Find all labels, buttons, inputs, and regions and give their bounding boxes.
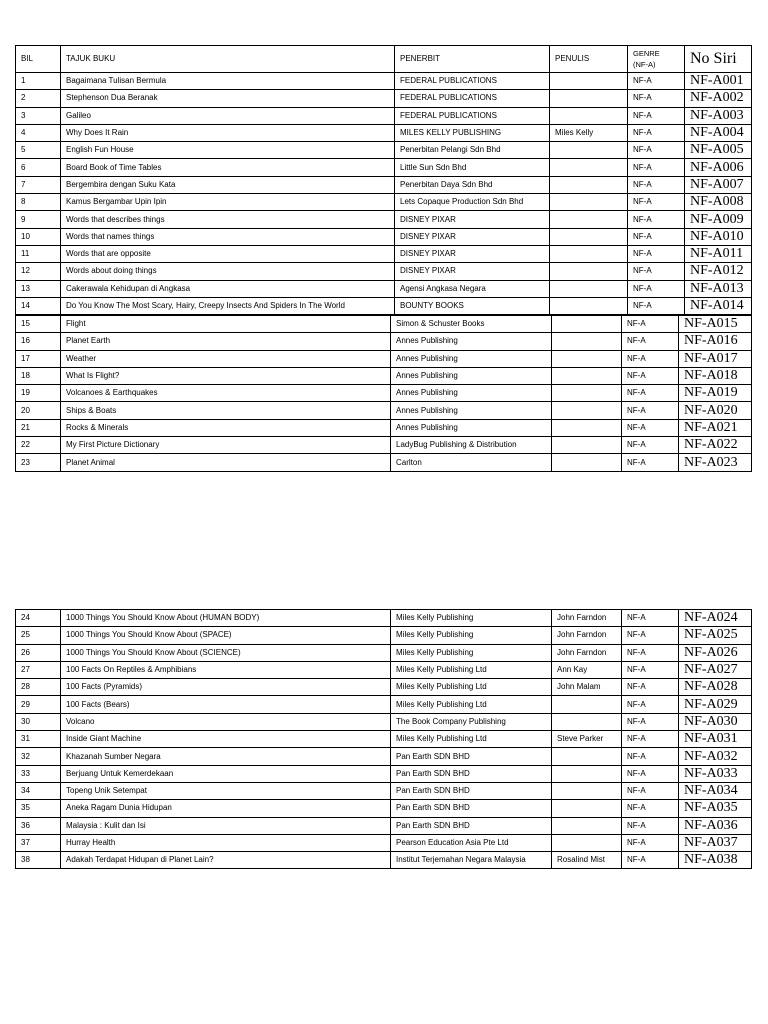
header-genre — [628, 46, 685, 73]
cell-siri: NF-A034 — [679, 782, 752, 799]
cell-bil: 26 — [16, 644, 61, 661]
cell-bil: 30 — [16, 713, 61, 730]
cell-bil: 23 — [16, 454, 61, 471]
cell-penulis — [552, 333, 622, 350]
cell-genre: NF-A — [622, 800, 679, 817]
table-row — [16, 834, 752, 851]
cell-bil: 14 — [16, 297, 61, 314]
cell-bil: 17 — [16, 350, 61, 367]
cell-penerbit: FEDERAL PUBLICATIONS — [395, 107, 550, 124]
cell-siri: NF-A014 — [685, 297, 752, 314]
cell-siri: NF-A021 — [679, 419, 752, 436]
cell-siri: NF-A035 — [679, 800, 752, 817]
cell-siri: NF-A032 — [679, 748, 752, 765]
cell-bil: 8 — [16, 194, 61, 211]
cell-bil: 31 — [16, 731, 61, 748]
cell-penerbit: Penerbitan Pelangi Sdn Bhd — [395, 142, 550, 159]
cell-siri: NF-A016 — [679, 333, 752, 350]
cell-bil: 32 — [16, 748, 61, 765]
cell-genre: NF-A — [622, 419, 679, 436]
book-table-2 — [15, 315, 752, 472]
header-tajuk: TAJUK BUKU — [61, 46, 395, 73]
cell-siri: NF-A037 — [679, 834, 752, 851]
table-row — [16, 385, 752, 402]
cell-penulis — [550, 280, 628, 297]
cell-penerbit: Simon & Schuster Books — [391, 316, 552, 333]
cell-tajuk: Malaysia : Kulit dan Isi — [61, 817, 391, 834]
header-siri: No Siri — [685, 46, 752, 73]
cell-tajuk: Words that names things — [61, 228, 395, 245]
cell-siri: NF-A023 — [679, 454, 752, 471]
cell-genre: NF-A — [622, 782, 679, 799]
cell-penulis — [550, 245, 628, 262]
table-row — [16, 419, 752, 436]
cell-tajuk: 100 Facts On Reptiles & Amphibians — [61, 661, 391, 678]
cell-penerbit: FEDERAL PUBLICATIONS — [395, 73, 550, 90]
cell-penulis: John Farndon — [552, 610, 622, 627]
cell-siri: NF-A022 — [679, 437, 752, 454]
cell-genre: NF-A — [628, 228, 685, 245]
cell-siri: NF-A029 — [679, 696, 752, 713]
cell-genre: NF-A — [628, 90, 685, 107]
table-row — [16, 228, 752, 245]
cell-genre: NF-A — [622, 627, 679, 644]
cell-genre: NF-A — [622, 437, 679, 454]
cell-genre: NF-A — [628, 211, 685, 228]
table-row — [16, 627, 752, 644]
cell-bil: 7 — [16, 176, 61, 193]
cell-bil: 18 — [16, 367, 61, 384]
cell-bil: 33 — [16, 765, 61, 782]
cell-bil: 11 — [16, 245, 61, 262]
cell-bil: 16 — [16, 333, 61, 350]
header-bil: BIL — [16, 46, 61, 73]
cell-tajuk: Inside Giant Machine — [61, 731, 391, 748]
header-penerbit: PENERBIT — [395, 46, 550, 73]
cell-genre: NF-A — [622, 350, 679, 367]
cell-siri: NF-A007 — [685, 176, 752, 193]
cell-penerbit: LadyBug Publishing & Distribution — [391, 437, 552, 454]
table-row — [16, 696, 752, 713]
table-row — [16, 610, 752, 627]
cell-penulis: Steve Parker — [552, 731, 622, 748]
header-penulis: PENULIS — [550, 46, 628, 73]
cell-bil: 20 — [16, 402, 61, 419]
cell-penerbit: Miles Kelly Publishing Ltd — [391, 731, 552, 748]
cell-tajuk: Board Book of Time Tables — [61, 159, 395, 176]
cell-tajuk: My First Picture Dictionary — [61, 437, 391, 454]
cell-siri: NF-A012 — [685, 263, 752, 280]
table-row — [16, 124, 752, 141]
cell-siri: NF-A011 — [685, 245, 752, 262]
table-row — [16, 316, 752, 333]
cell-penulis — [552, 385, 622, 402]
cell-penerbit: Annes Publishing — [391, 385, 552, 402]
cell-genre: NF-A — [628, 245, 685, 262]
cell-genre: NF-A — [622, 644, 679, 661]
cell-genre: NF-A — [628, 176, 685, 193]
cell-penulis — [552, 437, 622, 454]
table-row — [16, 333, 752, 350]
cell-penulis — [550, 263, 628, 280]
cell-penerbit: Pearson Education Asia Pte Ltd — [391, 834, 552, 851]
cell-bil: 25 — [16, 627, 61, 644]
table-row — [16, 782, 752, 799]
cell-penerbit: Pan Earth SDN BHD — [391, 817, 552, 834]
cell-tajuk: Kamus Bergambar Upin Ipin — [61, 194, 395, 211]
cell-penulis — [552, 696, 622, 713]
cell-penerbit: BOUNTY BOOKS — [395, 297, 550, 314]
header-genre-line2: (NF-A) — [633, 60, 656, 69]
cell-tajuk: Topeng Unik Setempat — [61, 782, 391, 799]
table-row — [16, 176, 752, 193]
cell-bil: 12 — [16, 263, 61, 280]
cell-penerbit: Annes Publishing — [391, 367, 552, 384]
cell-tajuk: Flight — [61, 316, 391, 333]
cell-tajuk: 100 Facts (Pyramids) — [61, 679, 391, 696]
cell-bil: 6 — [16, 159, 61, 176]
cell-penulis — [550, 73, 628, 90]
cell-tajuk: Berjuang Untuk Kemerdekaan — [61, 765, 391, 782]
cell-genre: NF-A — [622, 713, 679, 730]
table-row — [16, 350, 752, 367]
table-row — [16, 713, 752, 730]
cell-penerbit: Annes Publishing — [391, 333, 552, 350]
cell-tajuk: Why Does It Rain — [61, 124, 395, 141]
cell-bil: 2 — [16, 90, 61, 107]
cell-penerbit: Agensi Angkasa Negara — [395, 280, 550, 297]
cell-genre: NF-A — [628, 142, 685, 159]
cell-genre: NF-A — [622, 834, 679, 851]
table-row — [16, 280, 752, 297]
cell-penerbit: Miles Kelly Publishing — [391, 610, 552, 627]
cell-bil: 24 — [16, 610, 61, 627]
table-row — [16, 679, 752, 696]
cell-siri: NF-A026 — [679, 644, 752, 661]
cell-penulis: John Malam — [552, 679, 622, 696]
cell-genre: NF-A — [622, 852, 679, 869]
table-row — [16, 107, 752, 124]
table-row — [16, 765, 752, 782]
cell-siri: NF-A003 — [685, 107, 752, 124]
cell-penerbit: Penerbitan Daya Sdn Bhd — [395, 176, 550, 193]
cell-tajuk: Hurray Health — [61, 834, 391, 851]
cell-siri: NF-A024 — [679, 610, 752, 627]
cell-genre: NF-A — [622, 765, 679, 782]
cell-penerbit: Annes Publishing — [391, 402, 552, 419]
cell-bil: 5 — [16, 142, 61, 159]
cell-bil: 28 — [16, 679, 61, 696]
table-row — [16, 817, 752, 834]
cell-penulis — [552, 834, 622, 851]
cell-siri: NF-A002 — [685, 90, 752, 107]
cell-siri: NF-A009 — [685, 211, 752, 228]
cell-bil: 37 — [16, 834, 61, 851]
cell-penulis — [552, 350, 622, 367]
table-row — [16, 142, 752, 159]
cell-penulis — [550, 90, 628, 107]
table-row — [16, 454, 752, 471]
cell-bil: 15 — [16, 316, 61, 333]
cell-bil: 19 — [16, 385, 61, 402]
cell-penulis — [552, 817, 622, 834]
cell-penulis — [552, 419, 622, 436]
table-header-row — [16, 46, 752, 73]
table-row — [16, 852, 752, 869]
table-row — [16, 661, 752, 678]
cell-tajuk: What Is Flight? — [61, 367, 391, 384]
cell-penerbit: Miles Kelly Publishing — [391, 644, 552, 661]
table-row — [16, 194, 752, 211]
cell-penerbit: DISNEY PIXAR — [395, 245, 550, 262]
cell-tajuk: Volcanoes & Earthquakes — [61, 385, 391, 402]
cell-penulis — [552, 765, 622, 782]
cell-siri: NF-A008 — [685, 194, 752, 211]
cell-genre: NF-A — [628, 280, 685, 297]
cell-bil: 9 — [16, 211, 61, 228]
cell-penerbit: Annes Publishing — [391, 350, 552, 367]
cell-tajuk: Words that are opposite — [61, 245, 395, 262]
cell-penulis — [552, 800, 622, 817]
cell-genre: NF-A — [622, 731, 679, 748]
cell-genre: NF-A — [622, 817, 679, 834]
cell-penulis — [550, 159, 628, 176]
cell-siri: NF-A038 — [679, 852, 752, 869]
cell-penulis: John Farndon — [552, 627, 622, 644]
cell-tajuk: Planet Earth — [61, 333, 391, 350]
cell-penulis — [550, 297, 628, 314]
cell-penulis: Miles Kelly — [550, 124, 628, 141]
cell-penulis — [552, 713, 622, 730]
cell-siri: NF-A033 — [679, 765, 752, 782]
table-row — [16, 800, 752, 817]
cell-tajuk: 1000 Things You Should Know About (SCIENCE) — [61, 644, 391, 661]
cell-genre: NF-A — [622, 316, 679, 333]
cell-tajuk: Adakah Terdapat Hidupan di Planet Lain? — [61, 852, 391, 869]
cell-tajuk: 1000 Things You Should Know About (HUMAN BODY) — [61, 610, 391, 627]
cell-penerbit: Institut Terjemahan Negara Malaysia — [391, 852, 552, 869]
cell-penerbit: MILES KELLY PUBLISHING — [395, 124, 550, 141]
cell-siri: NF-A005 — [685, 142, 752, 159]
table-row — [16, 297, 752, 314]
cell-penulis — [552, 748, 622, 765]
cell-penulis — [550, 107, 628, 124]
cell-tajuk: Volcano — [61, 713, 391, 730]
cell-genre: NF-A — [622, 402, 679, 419]
cell-genre: NF-A — [628, 194, 685, 211]
cell-siri: NF-A001 — [685, 73, 752, 90]
cell-bil: 29 — [16, 696, 61, 713]
cell-tajuk: 100 Facts (Bears) — [61, 696, 391, 713]
cell-penerbit: DISNEY PIXAR — [395, 211, 550, 228]
cell-penulis — [552, 782, 622, 799]
cell-penulis — [552, 402, 622, 419]
cell-bil: 21 — [16, 419, 61, 436]
cell-tajuk: Rocks & Minerals — [61, 419, 391, 436]
cell-bil: 34 — [16, 782, 61, 799]
cell-tajuk: Weather — [61, 350, 391, 367]
cell-tajuk: Khazanah Sumber Negara — [61, 748, 391, 765]
cell-tajuk: Bagaimana Tulisan Bermula — [61, 73, 395, 90]
cell-tajuk: Galileo — [61, 107, 395, 124]
cell-genre: NF-A — [628, 159, 685, 176]
cell-genre: NF-A — [628, 73, 685, 90]
cell-penerbit: Little Sun Sdn Bhd — [395, 159, 550, 176]
cell-genre: NF-A — [628, 124, 685, 141]
book-table-3 — [15, 609, 752, 869]
cell-penerbit: Miles Kelly Publishing Ltd — [391, 696, 552, 713]
cell-genre: NF-A — [628, 263, 685, 280]
cell-genre: NF-A — [622, 661, 679, 678]
cell-tajuk: Words that describes things — [61, 211, 395, 228]
cell-genre: NF-A — [622, 454, 679, 471]
cell-penerbit: Pan Earth SDN BHD — [391, 782, 552, 799]
cell-tajuk: Ships & Boats — [61, 402, 391, 419]
cell-penerbit: Pan Earth SDN BHD — [391, 765, 552, 782]
cell-genre: NF-A — [628, 107, 685, 124]
cell-bil: 10 — [16, 228, 61, 245]
cell-penerbit: Carlton — [391, 454, 552, 471]
cell-penerbit: Miles Kelly Publishing Ltd — [391, 679, 552, 696]
table-row — [16, 263, 752, 280]
cell-genre: NF-A — [622, 679, 679, 696]
cell-siri: NF-A020 — [679, 402, 752, 419]
table-row — [16, 644, 752, 661]
cell-penerbit: Miles Kelly Publishing — [391, 627, 552, 644]
cell-siri: NF-A031 — [679, 731, 752, 748]
cell-penulis — [550, 194, 628, 211]
table-row — [16, 402, 752, 419]
cell-tajuk: English Fun House — [61, 142, 395, 159]
cell-penerbit: Annes Publishing — [391, 419, 552, 436]
cell-siri: NF-A017 — [679, 350, 752, 367]
cell-tajuk: 1000 Things You Should Know About (SPACE) — [61, 627, 391, 644]
cell-genre: NF-A — [622, 367, 679, 384]
table-row — [16, 159, 752, 176]
table-row — [16, 367, 752, 384]
cell-penerbit: Pan Earth SDN BHD — [391, 800, 552, 817]
cell-penerbit: The Book Company Publishing — [391, 713, 552, 730]
cell-penulis — [550, 176, 628, 193]
cell-bil: 38 — [16, 852, 61, 869]
cell-genre: NF-A — [622, 333, 679, 350]
table-row — [16, 245, 752, 262]
cell-penulis — [552, 316, 622, 333]
cell-bil: 35 — [16, 800, 61, 817]
cell-bil: 13 — [16, 280, 61, 297]
table-row — [16, 211, 752, 228]
cell-genre: NF-A — [622, 385, 679, 402]
cell-siri: NF-A010 — [685, 228, 752, 245]
cell-genre: NF-A — [628, 297, 685, 314]
cell-siri: NF-A006 — [685, 159, 752, 176]
cell-bil: 22 — [16, 437, 61, 454]
cell-penulis — [550, 142, 628, 159]
cell-siri: NF-A030 — [679, 713, 752, 730]
cell-tajuk: Do You Know The Most Scary, Hairy, Creepy Insects And Spiders In The World — [61, 297, 395, 314]
cell-bil: 3 — [16, 107, 61, 124]
cell-tajuk: Stephenson Dua Beranak — [61, 90, 395, 107]
cell-bil: 1 — [16, 73, 61, 90]
cell-siri: NF-A004 — [685, 124, 752, 141]
table-row — [16, 748, 752, 765]
cell-penulis — [552, 367, 622, 384]
cell-tajuk: Cakerawala Kehidupan di Angkasa — [61, 280, 395, 297]
cell-penerbit: Pan Earth SDN BHD — [391, 748, 552, 765]
cell-penerbit: FEDERAL PUBLICATIONS — [395, 90, 550, 107]
cell-penerbit: DISNEY PIXAR — [395, 228, 550, 245]
cell-siri: NF-A019 — [679, 385, 752, 402]
cell-genre: NF-A — [622, 696, 679, 713]
cell-siri: NF-A018 — [679, 367, 752, 384]
cell-penerbit: DISNEY PIXAR — [395, 263, 550, 280]
cell-siri: NF-A015 — [679, 316, 752, 333]
cell-penulis: Rosalind Mist — [552, 852, 622, 869]
cell-siri: NF-A036 — [679, 817, 752, 834]
cell-penulis — [550, 228, 628, 245]
cell-siri: NF-A025 — [679, 627, 752, 644]
cell-siri: NF-A027 — [679, 661, 752, 678]
cell-bil: 4 — [16, 124, 61, 141]
cell-penulis — [550, 211, 628, 228]
cell-bil: 36 — [16, 817, 61, 834]
cell-tajuk: Planet Animal — [61, 454, 391, 471]
table-row — [16, 90, 752, 107]
header-genre-line1: GENRE — [633, 49, 660, 58]
cell-penulis: John Farndon — [552, 644, 622, 661]
cell-penulis: Ann Kay — [552, 661, 622, 678]
book-table-1 — [15, 45, 752, 315]
cell-siri: NF-A013 — [685, 280, 752, 297]
table-row — [16, 73, 752, 90]
cell-penerbit: Miles Kelly Publishing Ltd — [391, 661, 552, 678]
cell-penerbit: Lets Copaque Production Sdn Bhd — [395, 194, 550, 211]
cell-genre: NF-A — [622, 610, 679, 627]
table-row — [16, 731, 752, 748]
cell-bil: 27 — [16, 661, 61, 678]
table-row — [16, 437, 752, 454]
cell-tajuk: Bergembira dengan Suku Kata — [61, 176, 395, 193]
cell-siri: NF-A028 — [679, 679, 752, 696]
cell-tajuk: Aneka Ragam Dunia Hidupan — [61, 800, 391, 817]
cell-tajuk: Words about doing things — [61, 263, 395, 280]
cell-genre: NF-A — [622, 748, 679, 765]
cell-penulis — [552, 454, 622, 471]
